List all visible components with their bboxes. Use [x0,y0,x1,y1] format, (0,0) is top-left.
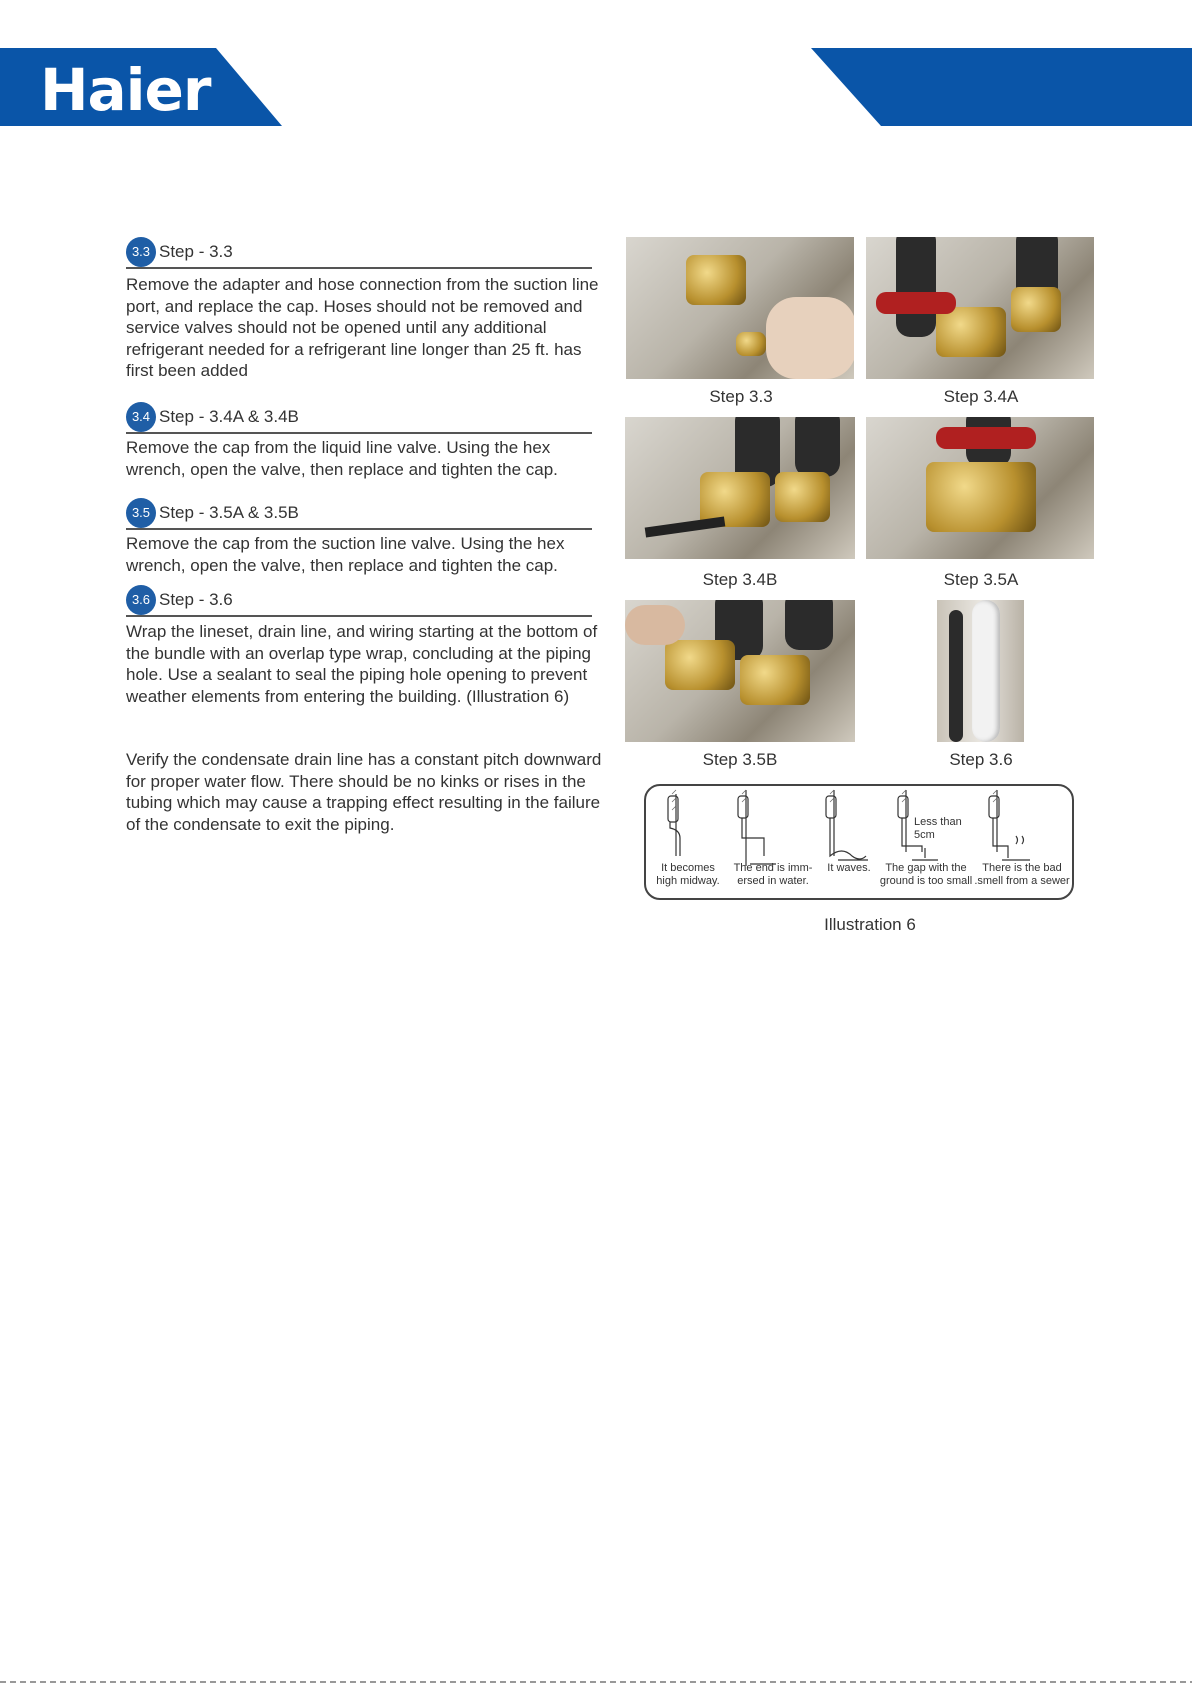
caption-step-3-3: Step 3.3 [709,387,773,406]
caption-step-3-4a: Step 3.4A [943,387,1019,406]
step-3-4-text: Remove the cap from the liquid line valve. Using the hex wrench, open the valve, then replace and tighten the cap. [126,438,558,479]
caption-step-3-6: Step 3.6 [949,750,1013,769]
step-3-5-text: Remove the cap from the suction line valve. Using the hex wrench, open the valve, then replace and tighten the cap. [126,534,565,575]
illustration-6-box [644,784,1074,900]
step-3-6-heading [126,585,592,617]
caption-step-3-5a: Step 3.5A [943,570,1019,589]
step-badge: 3.3 [126,237,156,267]
step-3-6-text: Wrap the lineset, drain line, and wiring starting at the bottom of the bundle with an overlap type wrap, concluding at the piping hole. Use a sealant to seal the piping hole opening to prevent weather elements from entering the building. (Illustration 6) [126,622,598,706]
gap-note-label: Less than 5cm [914,816,962,841]
illus-label-5: There is the bad .smell from a sewer [974,862,1070,887]
step-title: Step - 3.6 [159,590,233,609]
caption-step-3-4b: Step 3.4B [702,570,778,589]
step-3-5-heading [126,498,592,530]
illus-label-2: The end is imm- ersed in water. [733,862,813,887]
caption-step-3-5b: Step 3.5B [702,750,778,769]
illus-label-3: It waves. [827,862,871,874]
step-badge: 3.4 [126,402,156,432]
bottom-border [0,1681,1192,1683]
photo-step-3-4b [625,417,855,559]
photo-step-3-5b [625,600,855,742]
step-badge: 3.5 [126,498,156,528]
step-3-4-heading [126,402,592,434]
step-title: Step - 3.5A & 3.5B [159,503,299,522]
step-3-3-text: Remove the adapter and hose connection from the suction line port, and replace the cap. Hoses should not be removed and service valves should not be opened until any additional refrigerant needed for a refrigerant line longer than 25 ft. has first been added [126,275,599,380]
header-right-band [811,48,1192,126]
step-badge: 3.6 [126,585,156,615]
brand-logo: Haier [40,56,211,124]
step-3-3-heading [126,237,592,269]
illus-label-4: The gap with the ground is too small [879,862,973,887]
step-title: Step - 3.3 [159,242,233,261]
photo-step-3-4a [866,237,1094,379]
condensate-note-text: Verify the condensate drain line has a constant pitch downward for proper water flow. There should be no kinks or rises in the tubing which may cause a trapping effect resulting in the failure of the condensate to exit the piping. [126,750,602,834]
photo-step-3-6 [937,600,1024,742]
illus-label-1: It becomes high midway. [656,862,720,887]
photo-step-3-5a [866,417,1094,559]
step-title: Step - 3.4A & 3.4B [159,407,299,426]
photo-step-3-3 [626,237,854,379]
illustration-caption: Illustration 6 [824,915,916,934]
